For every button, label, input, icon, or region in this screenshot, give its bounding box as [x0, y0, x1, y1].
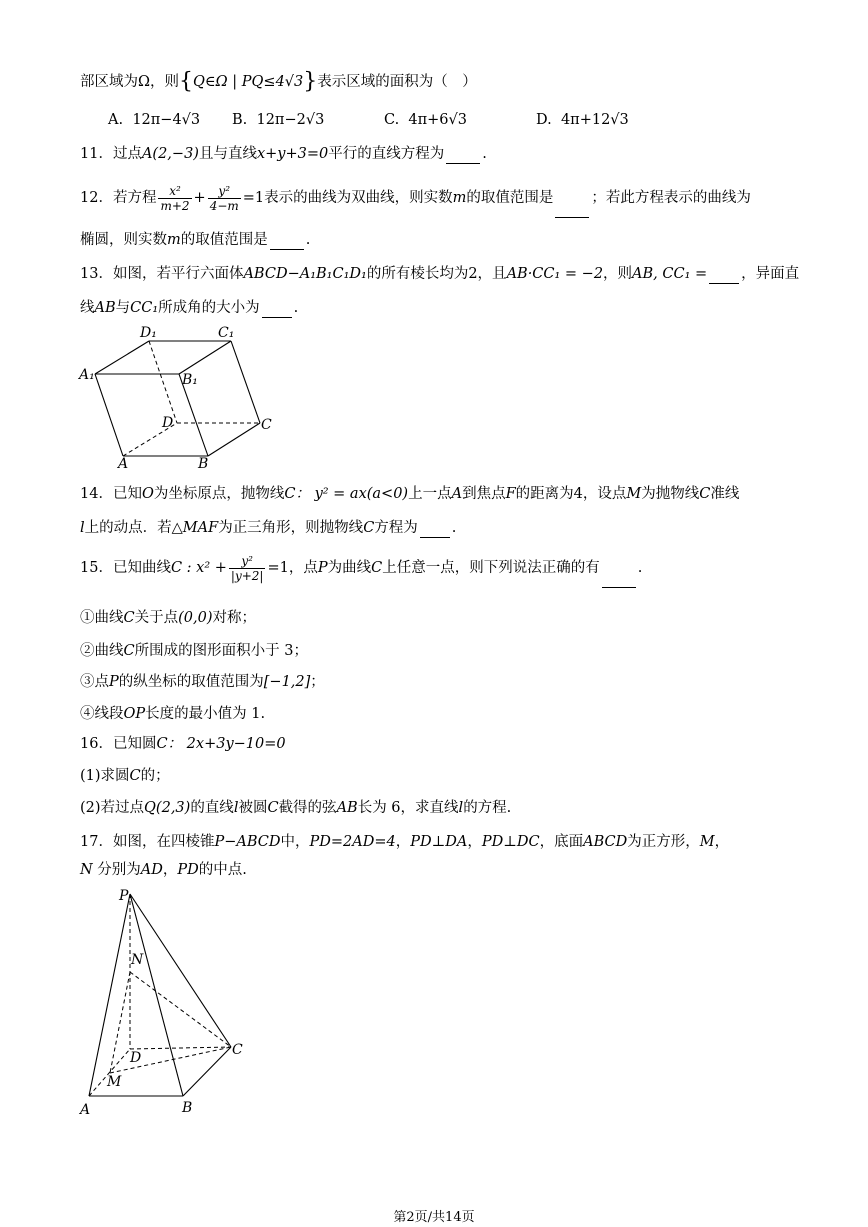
- q15-item-3: ③点P的纵坐标的取值范围为[−1,2]；: [80, 674, 325, 690]
- question-14-line2: l上的动点．若△MAF为正三角形，则抛物线C方程为 .: [80, 520, 457, 536]
- question-17-line2: N 分别为AD，PD的中点.: [80, 862, 247, 878]
- label-b: B: [182, 1100, 193, 1116]
- q12-fraction-2: $\frac{\text{y²}}{4-m}$: [209, 183, 239, 213]
- q10-option-d: D. 4π+12√3: [536, 112, 629, 128]
- q10-text-pre: 部区域为Ω，则: [80, 74, 180, 90]
- parallelepiped-figure: [76, 322, 286, 472]
- question-11: 11．过点A(2,−3)且与直线x+y+3=0平行的直线方程为 .: [80, 146, 487, 162]
- edge-p-c: [130, 894, 231, 1047]
- question-16-part-2: (2)若过点Q(2,3)的直线l被圆C截得的弦AB长为 6，求直线l的方程.: [80, 800, 512, 816]
- label-d: D: [162, 415, 174, 431]
- q15-item-2: ②曲线C所围成的图形面积小于 3；: [80, 643, 308, 659]
- question-12: 12．若方程 $\frac{\text{x²}}{m+2}$ + $\frac{\text{y²}}{4-m}$ =1表示的曲线为双曲线，则实数m的取值范围是 ；若此方程表示的曲线为: [80, 178, 751, 218]
- q10-option-c: C. 4π+6√3: [384, 112, 468, 128]
- edge-b-c: [183, 1047, 231, 1096]
- label-d: D: [130, 1050, 142, 1066]
- edge-p-a: [89, 894, 130, 1096]
- answer-blank: [270, 235, 304, 250]
- label-c: C: [261, 417, 272, 433]
- question-16: 16．已知圆C： 2x+3y−10=0: [80, 736, 286, 752]
- q10-text-post: 表示区域的面积为（ ）: [317, 74, 477, 90]
- edge-a1-a: [95, 374, 123, 456]
- label-a: A: [80, 1102, 91, 1118]
- label-n: N: [131, 952, 144, 968]
- question-12-line2: 椭圆，则实数m的取值范围是 .: [80, 232, 311, 248]
- label-b1: B₁: [182, 372, 198, 388]
- answer-blank: [446, 149, 480, 164]
- label-d1: D₁: [140, 325, 157, 341]
- question-15: 15．已知曲线C : x² + $\frac{\text{y²}}{|y+2|}$ =1，点P为曲线C上任意一点，则下列说法正确的有 .: [80, 548, 642, 588]
- label-a: A: [118, 456, 129, 472]
- hidden-segment-n-m: [110, 972, 130, 1073]
- question-17: 17．如图，在四棱锥P−ABCD中，PD=2AD=4，PD⊥DA，PD⊥DC，底面ABCD为正方形，M，: [80, 834, 730, 850]
- q12-fraction-1: $\frac{\text{x²}}{m+2}$: [160, 183, 190, 213]
- question-14: 14．已知O为坐标原点，抛物线C： y² = ax(a<0)上一点A到焦点F的距离为4，设点M为抛物线C准线: [80, 486, 740, 502]
- q15-item-1: ①曲线C关于点(0,0)对称；: [80, 610, 256, 626]
- label-p: P: [119, 888, 129, 904]
- label-a1: A₁: [79, 367, 95, 383]
- edge-b-c: [208, 423, 260, 456]
- q10-option-a: A. 12π−4√3: [108, 112, 201, 128]
- answer-blank: [709, 269, 739, 284]
- question-13: 13．如图，若平行六面体ABCD−A₁B₁C₁D₁的所有棱长均为2，且AB·CC₁ = −2，则AB, CC₁ = ，异面直: [80, 266, 800, 282]
- q10-option-b: B. 12π−2√3: [232, 112, 325, 128]
- answer-blank: [602, 573, 636, 588]
- q15-fraction: $\frac{\text{y²}}{|y+2|}$: [230, 553, 264, 583]
- pyramid-figure: [76, 884, 256, 1120]
- q10-set-expression: Q∈Ω | PQ≤4√3: [193, 74, 304, 90]
- label-m: M: [107, 1074, 122, 1090]
- label-c: C: [232, 1042, 243, 1058]
- question-13-line2: 线AB与CC₁所成角的大小为 .: [80, 300, 299, 316]
- hidden-segment-n-c: [130, 972, 231, 1047]
- question-16-part-1: (1)求圆C的；: [80, 768, 170, 784]
- label-b: B: [198, 456, 209, 472]
- edge-a1-d1: [95, 341, 149, 374]
- answer-blank: [262, 303, 292, 318]
- page-footer: 第2页/共14页: [393, 1210, 475, 1225]
- edge-c1-b1: [179, 341, 231, 374]
- edge-c1-c: [231, 341, 260, 423]
- hidden-edge-d-c: [130, 1047, 231, 1049]
- label-c1: C₁: [218, 325, 235, 341]
- q10-continuation: 部区域为Ω，则{Q∈Ω | PQ≤4√3}表示区域的面积为（ ）: [80, 69, 477, 94]
- answer-blank: [555, 203, 589, 218]
- q15-item-4: ④线段OP长度的最小值为 1.: [80, 706, 266, 722]
- hidden-edge-d1-d: [149, 341, 177, 423]
- answer-blank: [420, 523, 450, 538]
